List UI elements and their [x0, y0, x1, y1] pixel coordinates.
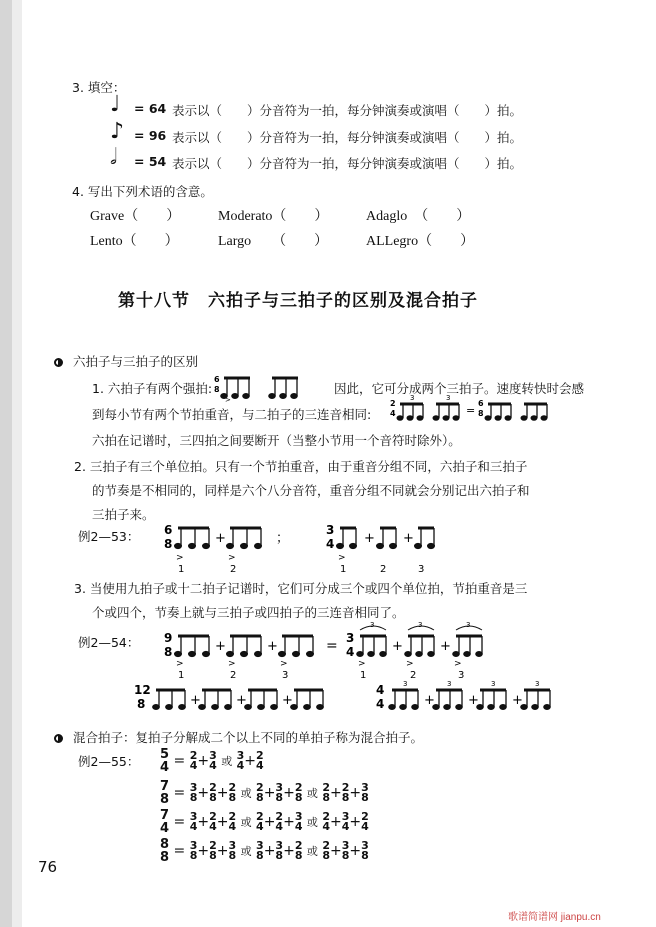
svg-text:3: 3: [346, 631, 355, 645]
svg-text:+: +: [392, 639, 403, 654]
svg-text:3: 3: [446, 394, 451, 402]
svg-text:4: 4: [376, 697, 385, 711]
svg-text:3: 3: [491, 680, 496, 688]
half-note-icon: 𝅗𝅥: [110, 145, 117, 170]
fill-row-text: 表示以（ ）分音符为一拍，每分钟演奏或演唱（ ）拍。: [172, 103, 523, 118]
example-2-53-label: 例2—53：: [78, 529, 140, 544]
svg-text:8: 8: [214, 385, 220, 394]
para-1b: 因此，它可分成两个三拍子。速度转快时会感: [334, 381, 585, 396]
para-2c: 三拍子来。: [92, 507, 155, 522]
para-1c: 到每小节有两个节拍重音，与二拍子的三连音相同:: [92, 407, 372, 422]
svg-text:>: >: [338, 553, 346, 563]
svg-text:+: +: [512, 693, 523, 708]
question-4-label: 4. 写出下列术语的含意。: [72, 184, 213, 199]
svg-text:4: 4: [390, 409, 396, 418]
svg-text:8: 8: [137, 697, 146, 711]
eighth-note-icon: ♪: [110, 119, 125, 144]
svg-text:>: >: [280, 659, 288, 669]
svg-text:4: 4: [326, 537, 335, 551]
example-2-54-nine-eight: [160, 620, 520, 680]
svg-text:；: ；: [276, 531, 290, 546]
svg-text:+: +: [424, 693, 435, 708]
part2-title: 混合拍子：: [72, 730, 136, 745]
part1-title: 六拍子与三拍子的区别: [72, 354, 198, 369]
tempo-value: = 54: [134, 154, 167, 169]
svg-text:1: 1: [360, 670, 367, 680]
term-largo: Largo （ ）: [218, 234, 329, 249]
svg-text:1: 1: [340, 564, 347, 575]
svg-text:3: 3: [282, 670, 289, 680]
svg-text:3: 3: [418, 621, 423, 629]
svg-text:8: 8: [478, 409, 484, 418]
svg-text:>: >: [176, 659, 184, 669]
svg-text:+: +: [236, 693, 247, 708]
six-eight-rhythm: [212, 370, 328, 402]
svg-text:6: 6: [478, 399, 484, 408]
svg-text:3: 3: [466, 621, 471, 629]
mixed-meter-row-1: 5 4 = 2 4 + 3 4 或 3 4 + 2 4: [160, 747, 264, 775]
tempo-value: = 64: [134, 101, 167, 116]
svg-text:+: +: [440, 639, 451, 654]
svg-text:2: 2: [410, 670, 417, 680]
svg-text:1: 1: [178, 564, 185, 575]
svg-text:3: 3: [410, 394, 415, 402]
svg-text:+: +: [403, 531, 414, 546]
svg-text:3: 3: [403, 680, 408, 688]
svg-text:4: 4: [376, 683, 385, 697]
term-allegro: ALLegro（ ）: [366, 234, 475, 249]
scan-edge: [0, 0, 12, 927]
svg-text:2: 2: [380, 564, 387, 575]
svg-text:6: 6: [214, 375, 220, 384]
part2-heading: [54, 728, 423, 746]
question-3-label: 3. 填空：: [72, 80, 126, 95]
svg-text:3: 3: [418, 564, 425, 575]
svg-text:+: +: [282, 693, 293, 708]
fill-row-text: 表示以（ ）分音符为一拍，每分钟演奏或演唱（ ）拍。: [172, 156, 523, 171]
accent-mark: >: [225, 396, 231, 402]
svg-text:+: +: [468, 693, 479, 708]
part2-desc: 复拍子分解成二个以上不同的单拍子称为混合拍子。: [135, 730, 424, 745]
triplet-equivalence: [390, 394, 610, 424]
svg-text:3: 3: [326, 523, 335, 537]
para-3a: 3. 当使用九拍子或十二拍子记谱时，它们可分成三个或四个单位拍，节拍重音是三: [74, 581, 528, 596]
fill-row-text: 表示以（ ）分音符为一拍，每分钟演奏或演唱（ ）拍。: [172, 130, 523, 145]
svg-text:3: 3: [447, 680, 452, 688]
svg-text:+: +: [215, 639, 226, 654]
term-moderato: Moderato（ ）: [218, 209, 329, 224]
mixed-meter-row-3: 7 4 = 3 4 + 2 4 + 2 4 或 2 4 + 2 4 + 3 4 或 2 4 + 3 4 + 2 4: [160, 808, 369, 836]
watermark: 歌谱简谱网 jianpu.cn: [508, 912, 601, 923]
tempo-value: = 96: [134, 128, 167, 143]
para-3b: 个或四个，节奏上就与三拍子或四拍子的三连音相同了。: [92, 605, 405, 620]
svg-text:=: =: [326, 638, 338, 654]
para-1a: 1. 六拍子有两个强拍:: [92, 381, 213, 396]
bullet-icon: [54, 734, 63, 743]
svg-text:1: 1: [178, 670, 185, 680]
svg-text:>: >: [228, 553, 236, 563]
svg-text:+: +: [215, 531, 226, 546]
svg-text:>: >: [358, 659, 366, 669]
svg-text:+: +: [267, 639, 278, 654]
svg-text:3: 3: [535, 680, 540, 688]
page-number: 76: [38, 858, 58, 876]
svg-text:9: 9: [164, 631, 173, 645]
bullet-icon: [54, 358, 63, 367]
quarter-note-icon: ♩: [110, 92, 121, 117]
svg-text:>: >: [454, 659, 462, 669]
svg-text:>: >: [406, 659, 414, 669]
mixed-meter-row-2: 7 8 = 3 8 + 2 8 + 2 8 或 2 8 + 3 8 + 2 8 或 2 8 + 2 8 + 3 8: [160, 779, 369, 807]
example-2-55-label: 例2—55：: [78, 754, 140, 769]
para-2a: 2. 三拍子有三个单位拍。只有一个节拍重音，由于重音分组不同，六拍子和三拍子: [74, 459, 528, 474]
part1-heading: [54, 352, 198, 370]
svg-text:>: >: [176, 553, 184, 563]
svg-text:3: 3: [458, 670, 465, 680]
svg-text:6: 6: [164, 523, 173, 537]
twelve-eight-notation: [130, 680, 590, 714]
para-2b: 的节奏是不相同的，同样是六个八分音符，重音分组不同就会分别记出六拍子和: [92, 483, 530, 498]
term-grave: Grave（ ）: [90, 209, 181, 224]
para-1d: 六拍在记谱时，三四拍之间要断开（当整小节用一个音符时除外）。: [92, 433, 461, 448]
mixed-meter-row-4: 8 8 = 3 8 + 2 8 + 3 8 或 3 8 + 3 8 + 2 8 或 2 8 + 3 8 + 3 8: [160, 837, 369, 865]
svg-text:+: +: [190, 693, 201, 708]
term-adaglo: Adaglo （ ）: [366, 209, 471, 224]
example-2-54-label: 例2—54：: [78, 635, 140, 650]
scan-edge-light: [12, 0, 22, 927]
svg-text:2: 2: [230, 564, 237, 575]
svg-text:2: 2: [230, 670, 237, 680]
svg-text:4: 4: [346, 645, 355, 659]
svg-text:3: 3: [370, 621, 375, 629]
example-2-53-notation: [160, 520, 470, 576]
svg-text:+: +: [364, 531, 375, 546]
term-lento: Lento（ ）: [90, 234, 179, 249]
svg-text:>: >: [228, 659, 236, 669]
svg-text:12: 12: [134, 683, 151, 697]
svg-text:8: 8: [164, 645, 173, 659]
section-title: 第十八节 六拍子与三拍子的区别及混合拍子: [118, 291, 478, 311]
svg-text:8: 8: [164, 537, 173, 551]
svg-text:2: 2: [390, 399, 396, 408]
svg-text:=: =: [466, 404, 476, 417]
